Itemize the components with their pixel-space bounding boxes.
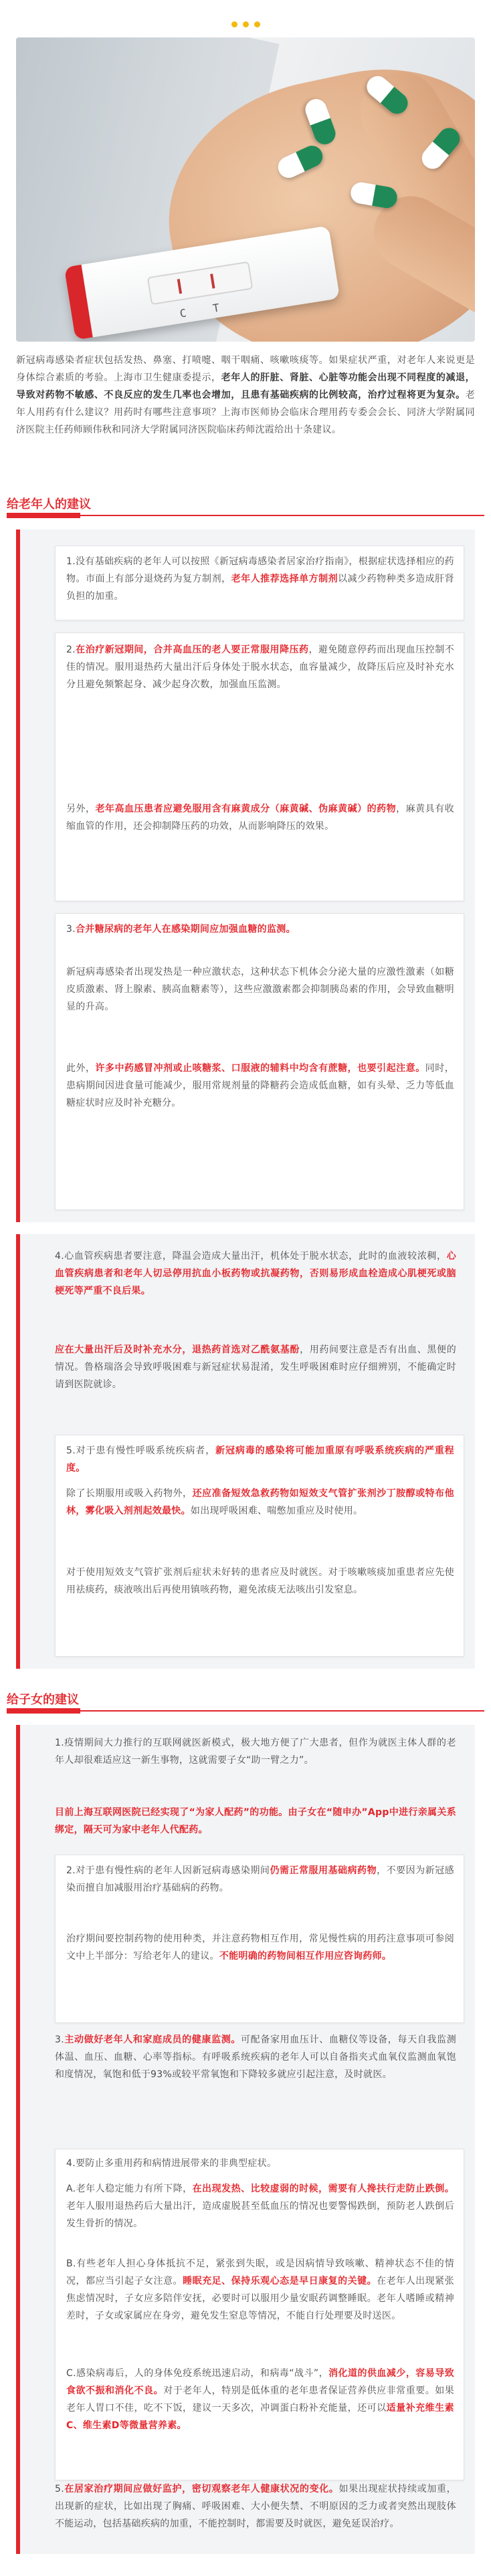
tip-box bbox=[55, 2149, 464, 2480]
section-header-children bbox=[7, 1690, 484, 1712]
tip-paragraph: B.有些老年人担心身体抵抗不足，紧张到失眠，或是因病情导致咳嗽、精神状态不佳的情况，都应当引起子女注意。睡眠充足、保持乐观心态是早日康复的关键。在老年人出现紧张焦虑情况时，子女应多陪伴安抚，必要时可以服用少量安眠药调整睡眠。老年人嗜睡或精神差时，子女或家属应在身旁，避免发生窒息等情况，不能自行处理要及时送医。 bbox=[66, 2258, 454, 2321]
tip-paragraph: 新冠病毒感染者出现发热是一种应激状态，这种状态下机体会分泌大量的应激性激素（如糖皮质激素、肾上腺素、胰高血糖素等），这些应激激素都会抑制胰岛素的作用，会导致血糖明显的升高。 bbox=[66, 967, 454, 1012]
tip-paragraph: 目前上海互联网医院已经实现了“为家人配药”的功能。由子女在“随申办”App中进行亲属关系绑定，隔天可为家中老年人代配药。 bbox=[55, 1807, 456, 1835]
tip-paragraph: 3.主动做好老年人和家庭成员的健康监测。可配备家用血压计、血糖仪等设备，每天自我监测体温、血压、血糖、心率等指标。有呼吸系统疾病的老年人可以自备指夹式血氧仪监测血氧饱和度情况，氧饱和低于93%或较平常氧饱和下降较多就应引起注意，及时就医。 bbox=[55, 2034, 456, 2080]
tip-paragraph: 5.在居家治疗期间应做好监护，密切观察老年人健康状况的变化。如果出现症状持续或加重，出现新的症状，比如出现了胸痛、呼吸困难、大小便失禁、不明原因的乏力或者突然出现肢体不能运动，包括基础疾病的加重，不能控制时，都需要及时就医，避免延误治疗。 bbox=[55, 2484, 456, 2529]
tip-paragraph: 4.心血管疾病患者要注意，降温会造成大量出汗，机体处于脱水状态，此时的血液较浓稠，心血管疾病患者和老年人切忌停用抗血小板药物或抗凝药物，否则易形成血栓造成心肌梗死或脑梗死等严重不良后果。 bbox=[55, 1251, 456, 1296]
tip-box bbox=[55, 1435, 464, 1657]
kit-t-label: T bbox=[211, 301, 221, 315]
hero-image bbox=[16, 37, 475, 342]
tip-paragraph: A.老年人稳定能力有所下降，在出现发热、比较虚弱的时候，需要有人搀扶行走防止跌倒。老年人服用退热药后大量出汗，造成虚脱甚至低血压的情况也要警惕跌倒，预防老人跌倒后发生骨折的情况。 bbox=[66, 2184, 454, 2229]
decorative-dots-icon bbox=[0, 17, 491, 30]
tip-paragraph: 应在大量出汗后及时补充水分，退热药首选对乙酰氨基酚，用药间要注意是否有出血、黑便的情况。鲁格瑞洛会导致呼吸困难与新冠症状易混淆，发生呼吸困难时应仔细辨别，不能确定时请到医院就诊。 bbox=[55, 1344, 456, 1390]
tip-paragraph: 除了长期服用或吸入药物外，还应准备短效急救药物如短效支气管扩张剂沙丁胺醇或特布他林，雾化吸入剂剂起效最快。如出现呼吸困难、喘憋加重应及时使用。 bbox=[66, 1488, 454, 1516]
tip-paragraph: 此外，许多中药感冒冲剂或止咳糖浆、口服液的辅料中均含有蔗糖，也要引起注意。同时，患病期间因进食量可能减少，服用常规剂量的降糖药会造成低血糖，如有头晕、乏力等低血糖症状时应及时补充糖分。 bbox=[66, 1063, 454, 1108]
tip-paragraph: 1.疫情期间大力推行的互联网就医新模式，极大地方便了广大患者，但作为就医主体人群的老年人却很难适应这一新生事物，这就需要子女“助一臂之力”。 bbox=[55, 1738, 456, 1766]
tip-paragraph: 治疗期间要控制药物的使用种类，并注意药物相互作用，常见慢性病的用药注意事项可参阅文中上半部分：写给老年人的建议。不能明确的药物间相互作用应咨询药师。 bbox=[66, 1934, 454, 1962]
advice-card bbox=[16, 1725, 475, 2554]
tip-box bbox=[55, 546, 464, 620]
section-title: 给老年人的建议 bbox=[7, 497, 91, 511]
tip-box bbox=[55, 1855, 464, 2023]
intro-paragraph: 新冠病毒感染者症状包括发热、鼻塞、打喷嚏、咽干咽痛、咳嗽咳痰等。如果症状严重，对老年人来说更是身体综合素质的考验。上海市卫生健康委提示，老年人的肝脏、肾脏、心脏等功能会出现不同程度的减退，导致对药物不敏感、不良反应的发生几率也会增加，且患有基础疾病的比例较高，治疗过程将更为复杂。老年人用药有什么建议？用药时有哪些注意事项？上海市医师协会临床合理用药专委会会长、同济大学附属同济医院主任药师顾伟秋和同济大学附属同济医院临床药师沈霞给出十条建议。 bbox=[16, 355, 475, 435]
advice-card bbox=[16, 1234, 475, 1669]
tip-paragraph: 4.要防止多重用药和病情进展带来的非典型症状。 bbox=[66, 2158, 277, 2169]
tip-box bbox=[55, 632, 464, 901]
tip-paragraph: 1.没有基础疾病的老年人可以按照《新冠病毒感染者居家治疗指南》，根据症状选择相应的药物。市面上有部分退烧药为复方制剂，老年人推荐选择单方制剂以减少药物种类多造成肝肾负担的加重。 bbox=[66, 556, 454, 602]
tip-paragraph: 2.对于患有慢性病的老年人因新冠病毒感染期间仍需正常服用基础病药物，不要因为新冠感染而擅自加减服用治疗基础病的药物。 bbox=[66, 1865, 454, 1893]
section-title: 给子女的建议 bbox=[7, 1693, 79, 1707]
section-header-elderly bbox=[7, 495, 484, 516]
kit-c-label: C bbox=[179, 306, 187, 320]
tip-paragraph: 2.在治疗新冠期间，合并高血压的老人要正常服用降压药，避免随意停药而出现血压控制不佳的情况。服用退热药大量出汗后身体处于脱水状态，血容量减少，故降压后应及时补充水分且避免频繁起身、减少起身次数，加强血压监测。 bbox=[66, 645, 455, 690]
advice-card bbox=[16, 530, 475, 1222]
tip-paragraph: 5.对于患有慢性呼吸系统疾病者，新冠病毒的感染将可能加重原有呼吸系统疾病的严重程度。 bbox=[66, 1445, 454, 1474]
tip-paragraph: C.感染病毒后，人的身体免疫系统迅速启动，和病毒“战斗”，消化道的供血减少，容易导致食欲不振和消化不良。对于老年人，特别是低体重的老年患者保证营养供应非常重要。如果老年人胃口不佳，吃不下饭，建议一天多次，冲调蛋白粉补充能量，还可以适量补充维生素C、维生素D等微量营养素。 bbox=[66, 2368, 455, 2431]
tip-box bbox=[55, 913, 464, 1210]
tip-paragraph: 3.合并糖尿病的老年人在感染期间应加强血糖的监测。 bbox=[66, 924, 296, 935]
tip-paragraph: 对于使用短效支气管扩张剂后症状未好转的患者应及时就医。对于咳嗽咳痰加重患者应先使用祛痰药，痰液咳出后再使用镇咳药物，避免浓痰无法咳出引发窒息。 bbox=[66, 1567, 454, 1595]
tip-paragraph: 另外，老年高血压患者应避免服用含有麻黄成分（麻黄碱、伪麻黄碱）的药物，麻黄具有收缩血管的作用，还会抑制降压药的功效，从而影响降压的效果。 bbox=[66, 804, 454, 832]
